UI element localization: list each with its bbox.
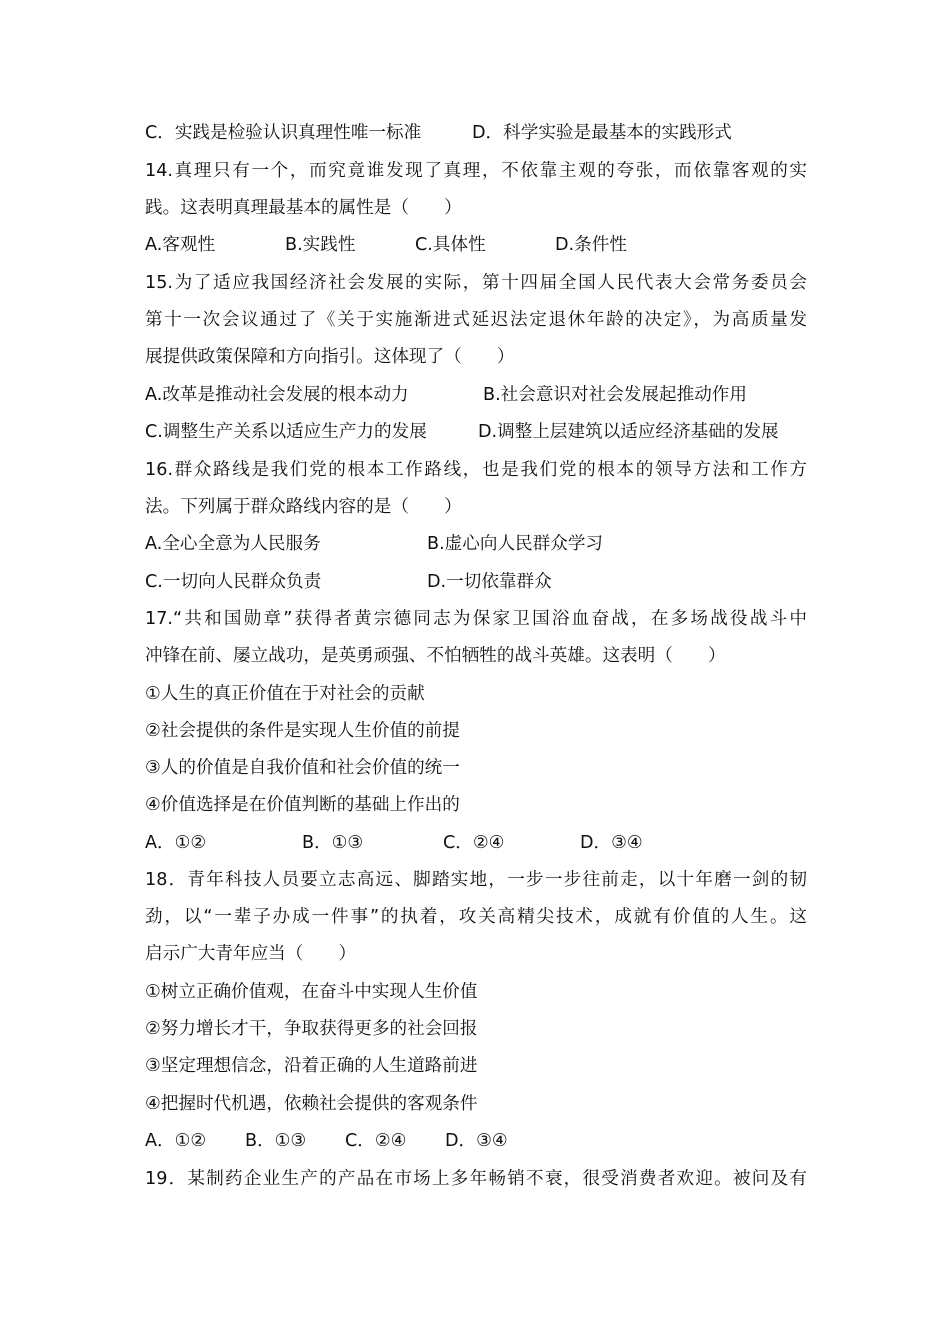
q13-option-d: D．科学实验是最基本的实践形式 — [472, 123, 732, 143]
q15-option-a: A.改革是推动社会发展的根本动力 — [145, 385, 409, 405]
q18-stem-line: 劲，以“一辈子办成一件事”的执着，攻关高精尖技术，成就有价值的人生。这 — [145, 907, 807, 927]
q14-option-d: D.条件性 — [555, 235, 627, 255]
q16-option-c: C.一切向人民群众负责 — [145, 572, 322, 592]
q16-option-a: A.全心全意为人民服务 — [145, 534, 321, 554]
q15-option-d: D.调整上层建筑以适应经济基础的发展 — [478, 422, 779, 442]
q17-option-a: A．①② — [145, 833, 207, 853]
q18-option-a: A．①② — [145, 1131, 207, 1151]
q18-option-c: C．②④ — [345, 1131, 407, 1151]
q18-statement: ②努力增长才干，争取获得更多的社会回报 — [145, 1019, 478, 1039]
q15-option-b: B.社会意识对社会发展起推动作用 — [483, 385, 747, 405]
q17-stem-line: 17.“共和国勋章”获得者黄宗德同志为保家卫国浴血奋战，在多场战役战斗中 — [145, 609, 807, 629]
q16-stem-line: 16.群众路线是我们党的根本工作路线，也是我们党的根本的领导方法和工作方 — [145, 460, 807, 480]
q18-statement: ①树立正确价值观，在奋斗中实现人生价值 — [145, 982, 478, 1002]
q17-option-b: B．①③ — [302, 833, 364, 853]
q16-option-d: D.一切依靠群众 — [427, 572, 552, 592]
q14-stem-line: 14.真理只有一个，而究竟谁发现了真理，不依靠主观的夸张，而依靠客观的实 — [145, 161, 807, 181]
q14-option-a: A.客观性 — [145, 235, 216, 255]
q13-option-c: C．实践是检验认识真理性唯一标准 — [145, 123, 422, 143]
q17-stem-line: 冲锋在前、屡立战功，是英勇顽强、不怕牺牲的战斗英雄。这表明（ ） — [145, 646, 726, 666]
q15-stem-line: 15.为了适应我国经济社会发展的实际，第十四届全国人民代表大会常务委员会 — [145, 273, 807, 293]
q18-option-d: D．③④ — [445, 1131, 508, 1151]
q17-option-d: D．③④ — [580, 833, 643, 853]
q14-option-c: C.具体性 — [415, 235, 486, 255]
q16-option-b: B.虚心向人民群众学习 — [427, 534, 604, 554]
q15-stem-line: 第十一次会议通过了《关于实施渐进式延迟法定退休年龄的决定》，为高质量发 — [145, 310, 807, 330]
q19-stem-line: 19．某制药企业生产的产品在市场上多年畅销不衰，很受消费者欢迎。被问及有 — [145, 1169, 807, 1189]
q17-statement: ①人生的真正价值在于对社会的贡献 — [145, 684, 425, 704]
q18-statement: ④把握时代机遇，依赖社会提供的客观条件 — [145, 1094, 478, 1114]
q17-statement: ④价值选择是在价值判断的基础上作出的 — [145, 795, 460, 815]
q15-stem-line: 展提供政策保障和方向指引。这体现了（ ） — [145, 347, 515, 367]
q18-statement: ③坚定理想信念，沿着正确的人生道路前进 — [145, 1056, 478, 1076]
q18-stem-line: 18．青年科技人员要立志高远、脚踏实地，一步一步往前走，以十年磨一剑的韧 — [145, 870, 807, 890]
q17-option-c: C．②④ — [443, 833, 505, 853]
q14-option-b: B.实践性 — [285, 235, 356, 255]
q17-statement: ②社会提供的条件是实现人生价值的前提 — [145, 721, 460, 741]
q14-stem-line: 践。这表明真理最基本的属性是（ ） — [145, 198, 462, 218]
q17-statement: ③人的价值是自我价值和社会价值的统一 — [145, 758, 460, 778]
q18-option-b: B．①③ — [245, 1131, 307, 1151]
q16-stem-line: 法。下列属于群众路线内容的是（ ） — [145, 497, 462, 517]
q18-stem-line: 启示广大青年应当（ ） — [145, 944, 357, 964]
q15-option-c: C.调整生产关系以适应生产力的发展 — [145, 422, 427, 442]
